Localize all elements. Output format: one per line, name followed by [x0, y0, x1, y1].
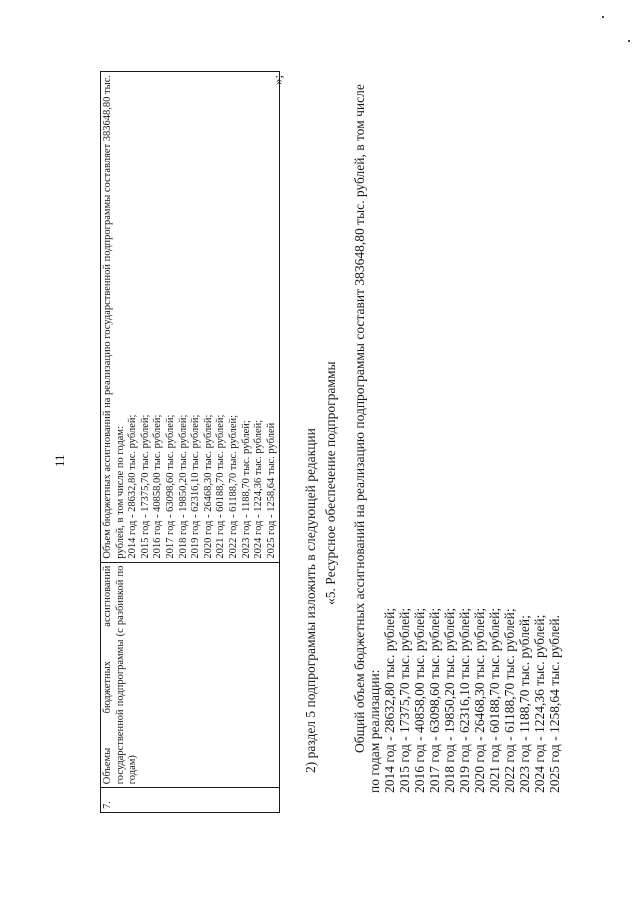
- body-line: 2018 год - 19850,20 тыс. рублей;: [442, 607, 457, 793]
- value-line: 2016 год - 40858,00 тыс. рублей;: [152, 414, 164, 559]
- value-line: 2025 год - 1258,64 тыс. рублей: [265, 422, 277, 559]
- body-line: 2017 год - 63098,60 тыс. рублей;: [427, 607, 442, 793]
- body-line: 2016 год - 40858,00 тыс. рублей;: [412, 607, 427, 793]
- passport-table: [100, 71, 280, 813]
- body-line: 2025 год - 1258,64 тыс. рублей.: [547, 614, 562, 793]
- value-line: 2015 год - 17375,70 тыс. рублей;: [139, 414, 151, 559]
- body-line: 2019 год - 62316,10 тыс. рублей;: [457, 607, 472, 793]
- row-number: 7.: [101, 788, 280, 813]
- row-value: [101, 72, 280, 563]
- value-line: 2023 год - 1188,70 тыс. рублей;: [240, 420, 252, 559]
- value-line: 2019 год - 62316,10 тыс. рублей;: [190, 414, 202, 559]
- value-line: 2020 год - 26468,30 тыс. рублей;: [202, 414, 214, 559]
- value-line: 2014 год - 28632,80 тыс. рублей;: [127, 414, 139, 559]
- body-line: 2024 год - 1224,36 тыс. рублей;: [532, 614, 547, 793]
- scan-speck: [602, 16, 604, 18]
- section-heading: «5. Ресурсное обеспечение подпрограммы: [323, 361, 338, 605]
- body-line: 2022 год - 61188,70 тыс. рублей;: [502, 608, 517, 793]
- body-line: 2020 год - 26468,30 тыс. рублей;: [472, 607, 487, 793]
- section-body: [352, 84, 562, 793]
- value-line: 2017 год - 63098,60 тыс. рублей;: [164, 414, 176, 559]
- body-line: по годам реализации:: [367, 669, 382, 793]
- row-label: Объемы бюджетных ассигнований государственной подпрограммы (с разбивкой по годам): [101, 562, 280, 788]
- amendment-intro: 2) раздел 5 подпрограммы изложить в следующей редакции: [303, 428, 318, 773]
- value-line: 2021 год - 60188,70 тыс. рублей;: [215, 414, 227, 559]
- closing-quote: »;: [270, 74, 285, 85]
- value-line: рублей, в том числе по годам:: [114, 426, 126, 559]
- value-line: 2018 год - 19850,20 тыс. рублей;: [177, 414, 189, 559]
- value-line: 2024 год - 1224,36 тыс. рублей;: [253, 419, 265, 559]
- table-row: [101, 72, 280, 813]
- body-line: 2014 год - 28632,80 тыс. рублей;: [382, 607, 397, 793]
- value-line: Объем бюджетных ассигнований на реализацию государственной подпрограммы составляет 383648,80 тыс.: [102, 75, 113, 559]
- page-number: 11: [52, 454, 67, 467]
- body-line: 2015 год - 17375,70 тыс. рублей;: [397, 607, 412, 793]
- value-line: 2022 год - 61188,70 тыс. рублей;: [227, 414, 239, 559]
- body-line: 2021 год - 60188,70 тыс. рублей;: [487, 607, 502, 793]
- scan-speck: [628, 40, 630, 42]
- body-line: Общий объем бюджетных ассигнований на реализацию подпрограммы составит 383648,80 тыс. рублей, в том числе: [352, 84, 367, 753]
- body-line: 2023 год - 1188,70 тыс. рублей;: [517, 615, 532, 793]
